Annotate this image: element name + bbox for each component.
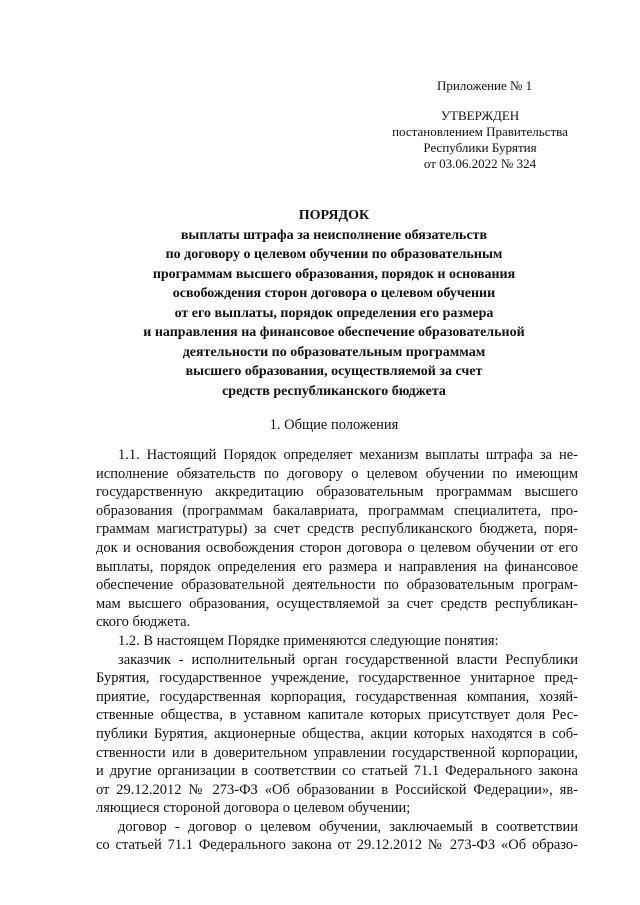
paragraph-line: обеспечение образовательной деятельности по образовательным програм-	[96, 577, 578, 594]
title-line: программам высшего образования, порядок и основания	[152, 266, 516, 282]
paragraph-line: 1.2. В настоящем Порядке применяются следующие понятия:	[118, 632, 499, 649]
document-title	[60, 206, 608, 401]
paragraph-line: публики Бурятия, акционерные общества, акции которых находятся в соб-	[96, 725, 578, 742]
paragraph-line: Бурятия, государственное учреждение, государственное унитарное пред-	[96, 670, 578, 687]
paragraph-line: от 29.12.2012 № 273-ФЗ «Об образовании в Российской Федерации», яв-	[96, 781, 578, 798]
paragraph-line: договор - договор о целевом обучении, заключаемый в соответствии	[118, 818, 578, 835]
appendix-label: Приложение № 1	[437, 78, 533, 93]
title-line: выплаты штрафа за неисполнение обязательств	[180, 227, 488, 243]
approval-line: постановлением Правительства	[392, 124, 568, 139]
paragraph-line: и другие организации в соответствии со статьей 71.1 Федерального закона	[96, 763, 578, 780]
title-line: ПОРЯДОК	[298, 208, 370, 223]
paragraph-line: со статьей 71.1 Федерального закона от 29.12.2012 № 273-ФЗ «Об образо-	[96, 837, 578, 854]
title-line: от его выплаты, порядок определения его размера	[174, 305, 494, 321]
paragraph-line: ственные общества, в уставном капитале которых присутствует доля Рес-	[96, 707, 578, 724]
paragraph-line: ляющиеся стороной договора о целевом обучении;	[96, 800, 411, 817]
body-text	[96, 446, 578, 855]
paragraph-line: заказчик - исполнительный орган государственной власти Республики	[118, 651, 578, 668]
paragraph-line: государственную аккредитацию образовательным программам высшего	[96, 484, 578, 501]
title-line: по договору о целевом обучении по образовательным	[165, 247, 503, 262]
paragraph-line: док и основания освобождения сторон договора о целевом обучении от его	[96, 539, 578, 556]
title-line: высшего образования, осуществляемой за счет	[185, 364, 483, 379]
title-line: деятельности по образовательным программам	[182, 344, 486, 360]
approval-stamp	[380, 108, 580, 172]
title-line: средств республиканского бюджета	[222, 383, 446, 399]
paragraph-line: ского бюджета.	[96, 614, 191, 631]
paragraph-line: исполнение обязательств по договору о целевом обучении по имеющим	[96, 465, 578, 482]
title-line: освобождения сторон договора о целевом обучении	[172, 286, 496, 301]
paragraph-line: образования (программам бакалавриата, программам специалитета, про-	[96, 502, 578, 519]
section-heading: 1. Общие положения	[269, 417, 399, 433]
paragraph-line: приятие, государственная корпорация, государственная компания, хозяй-	[96, 688, 578, 705]
paragraph-line: граммам магистратуры) за счет средств республиканского бюджета, поря-	[96, 521, 578, 538]
paragraph-line: ственности или в доверительном управлении государственной корпорации,	[96, 744, 578, 761]
paragraph-line: мам высшего образования, осуществляемой за счет средств республикан-	[96, 595, 578, 612]
title-line: и направления на финансовое обеспечение образовательной	[143, 325, 525, 340]
approval-line: УТВЕРЖДЕН	[440, 108, 520, 123]
approval-line: от 03.06.2022 № 324	[423, 156, 537, 171]
paragraph-line: 1.1. Настоящий Порядок определяет механизм выплаты штрафа за не-	[118, 447, 578, 463]
approval-line: Республики Бурятия	[423, 140, 537, 155]
paragraph-line: выплаты, порядок определения его размера и направления на финансовое	[96, 558, 578, 575]
